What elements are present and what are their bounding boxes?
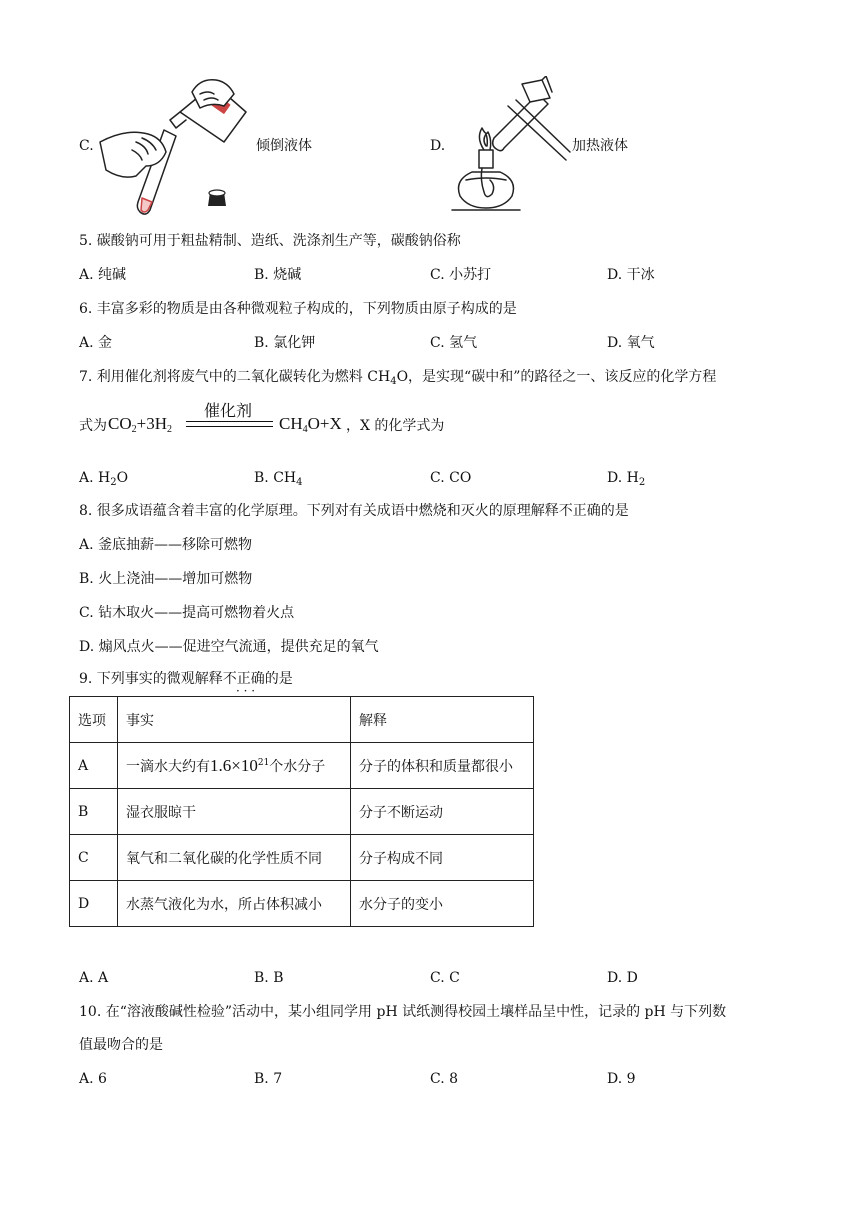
table-cell-explanation: 水分子的变小 [351,881,534,927]
q8-stem: 8. 很多成语蕴含着丰富的化学原理。下列对有关成语中燃烧和灭火的原理解释不正确的是 [79,503,629,519]
table-row [70,835,534,881]
q10-stem-line2: 值最吻合的是 [79,1037,163,1053]
q4-option-d-label: D. [430,138,446,154]
q10-option-d: D. 9 [607,1071,636,1087]
q6-option-c: C. 氢气 [430,335,478,351]
table-row [70,881,534,927]
table-header-option: 选项 [70,697,118,743]
heating-liquid-illustration [446,76,572,218]
q8-option-b: B. 火上浇油——增加可燃物 [79,571,253,587]
table-header-fact: 事实 [118,697,351,743]
q7-equation-prefix: 式为 [79,418,107,434]
q7-catalyst-label: 催化剂 [204,401,253,420]
q9-table [69,696,534,927]
table-cell-fact: 水蒸气液化为水，所占体积减小 [118,881,351,927]
q9-emphasis-dots: · · · [236,684,256,698]
table-cell-option: A [70,743,118,789]
table-cell-fact: 湿衣服晾干 [118,789,351,835]
q6-stem: 6. 丰富多彩的物质是由各种微观粒子构成的，下列物质由原子构成的是 [79,301,517,317]
q10-stem-line1: 10. 在“溶液酸碱性检验”活动中，某小组同学用 pH 试纸测得校园土壤样品呈中性，记录的 pH 与下列数 [79,1004,727,1020]
table-cell-option: B [70,789,118,835]
q7-stem: 7. 利用催化剂将废气中的二氧化碳转化为燃料 $CH_4O$，是实现“碳中和”的路径之一、该反应的化学方程 [79,369,717,387]
q8-option-d: D. 煽风点火——促进空气流通，提供充足的氧气 [79,639,379,655]
q7-equation-suffix: ，X 的化学式为 [346,418,445,434]
q10-option-a: A. 6 [79,1071,107,1087]
table-cell-option: C [70,835,118,881]
q7-option-b: B. $CH_4$ [254,470,303,488]
table-cell-fact: 氧气和二氧化碳的化学性质不同 [118,835,351,881]
q6-option-a: A. 金 [79,335,113,351]
pouring-liquid-illustration [96,72,256,217]
q6-option-b: B. 氯化钾 [254,335,316,351]
table-row [70,789,534,835]
q8-option-c: C. 钻木取火——提高可燃物着火点 [79,605,295,621]
q5-option-a: A. 纯碱 [79,267,127,283]
table-cell-explanation: 分子不断运动 [351,789,534,835]
q5-stem: 5. 碳酸钠可用于粗盐精制、造纸、洗涤剂生产等，碳酸钠俗称 [79,233,461,249]
q4-option-c-caption: 倾倒液体 [256,138,312,154]
q5-option-d: D. 干冰 [607,267,655,283]
q7-option-a: A. $H_2O$ [79,470,129,488]
q4-option-d-caption: 加热液体 [572,138,628,154]
q4-option-c-label: C. [79,138,94,154]
q7-equation-right: $CH_4O+X$ [279,414,342,435]
table-header-row [70,697,534,743]
table-header-explanation: 解释 [351,697,534,743]
q9-option-b: B. B [254,970,284,986]
q10-option-b: B. 7 [254,1071,283,1087]
q5-option-b: B. 烧碱 [254,267,302,283]
q9-option-c: C. C [430,970,460,986]
table-row [70,743,534,789]
q7-option-d: D. $H_2$ [607,470,646,488]
table-cell-explanation: 分子构成不同 [351,835,534,881]
q9-option-d: D. D [607,970,638,986]
q7-equation-left: $CO_2+3H_2$ [108,414,172,435]
q9-stem: 9. 下列事实的微观解释不正确的是 [79,671,293,687]
q5-option-c: C. 小苏打 [430,267,492,283]
table-cell-explanation: 分子的体积和质量都很小 [351,743,534,789]
q10-option-c: C. 8 [430,1071,459,1087]
q8-option-a: A. 釜底抽薪——移除可燃物 [79,537,253,553]
q7-equals-arrow [186,421,273,427]
q9-option-a: A. A [79,970,109,986]
table-cell-fact: 一滴水大约有$1.6\times 10^{21}$个水分子 [118,743,351,789]
table-cell-option: D [70,881,118,927]
q6-option-d: D. 氧气 [607,335,655,351]
q7-option-c: C. CO [430,470,472,486]
